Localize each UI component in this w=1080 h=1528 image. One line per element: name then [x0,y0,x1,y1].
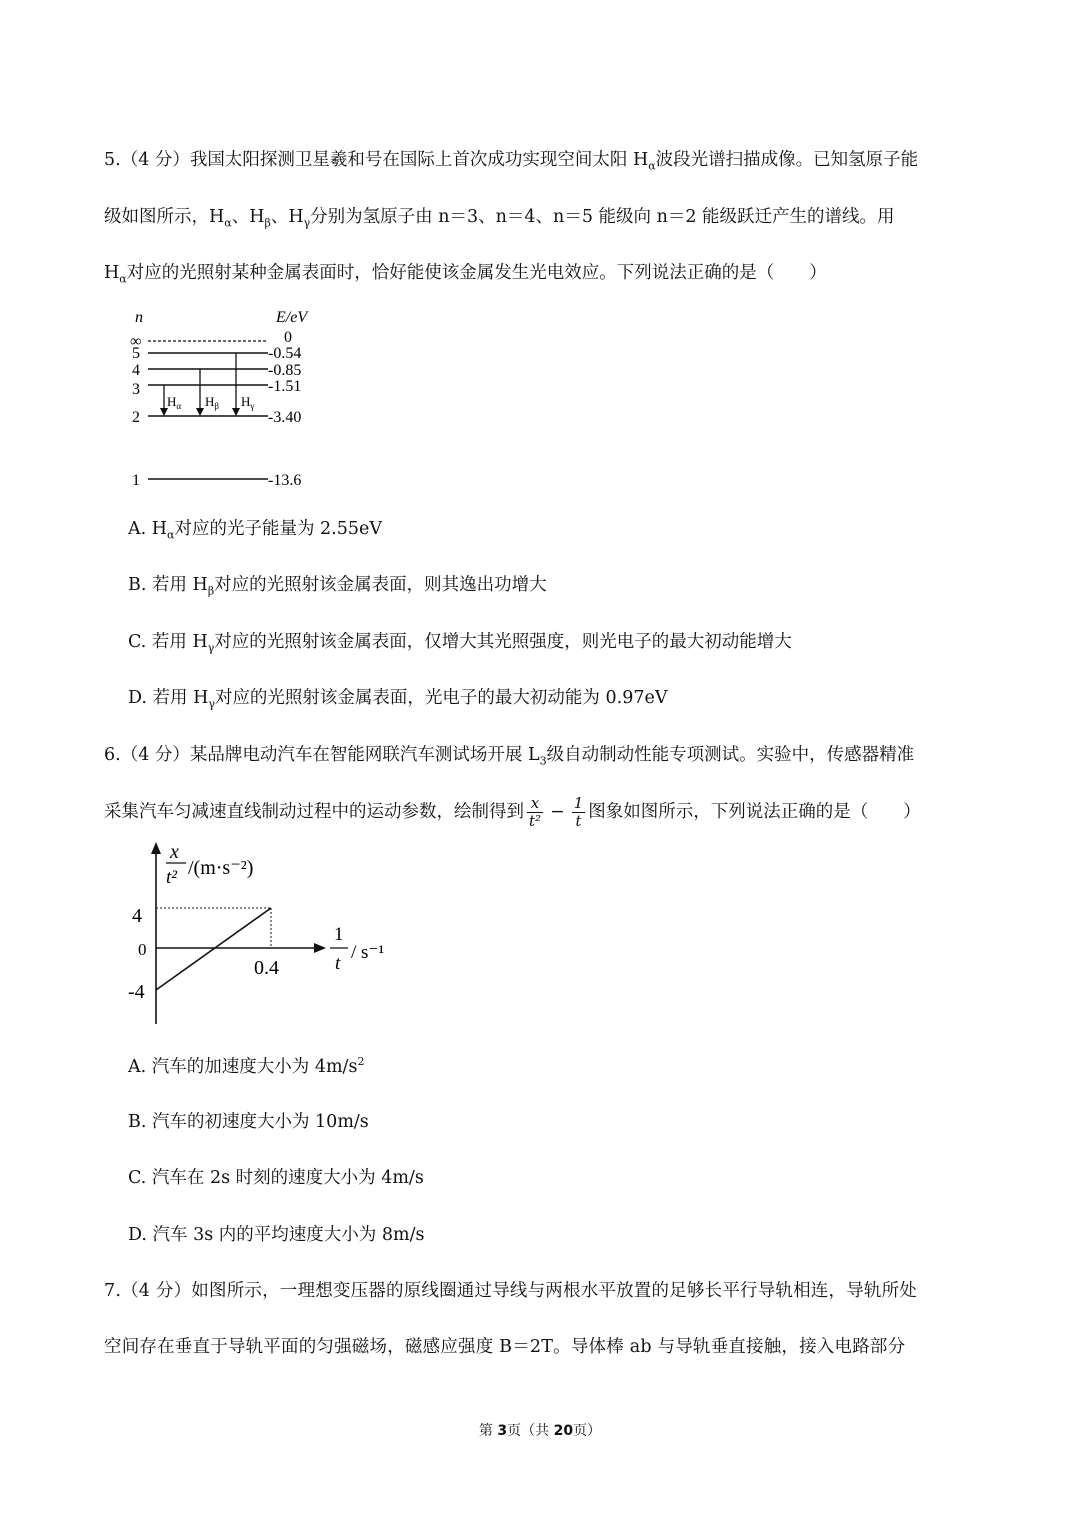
level-n-4: 4 [132,362,140,379]
level-e-2: -3.40 [268,409,302,426]
q7-stem-line-1: 7.（4 分）如图所示，一理想变压器的原线圈通过导线与两根水平放置的足够长平行导轨相连，导轨所处 [104,1281,917,1301]
q6-option-c: C. 汽车在 2s 时刻的速度大小为 4m/s [128,1168,424,1188]
page-footer: 第 3页（共 20页） [478,1423,602,1439]
x-t2-vs-1-t-graph [126,838,388,1030]
x-label-den: t [335,953,341,974]
y-label-unit: /(m·s⁻²) [188,857,254,879]
level-e-inf: 0 [284,329,292,346]
n-axis-label: n [135,309,143,326]
level-e-3: -1.51 [268,378,302,395]
level-e-4: -0.85 [268,362,302,379]
y-axis-arrowhead [151,842,161,854]
q6-stem-line-1: 6.（4 分）某品牌电动汽车在智能网联汽车测试场开展 $L_3$级自动制动性能专项测试。实验中，传感器精准 [104,745,915,768]
q6-stem-line-2: 采集汽车匀减速直线制动过程中的运动参数，绘制得到 $\frac{x}{\text{t²}}$ − $\frac{1}{t}$ 图象如图所示，下列说法正确的是（ ） [104,794,921,830]
arrow-label-gamma: $H_\gamma$ [241,394,255,411]
q5-stem-line-3: $H_\alpha$对应的光照射某种金属表面时，恰好能使该金属发生光电效应。下列说法正确的是（ ） [104,263,827,286]
q6-option-b: B. 汽车的初速度大小为 10m/s [128,1112,369,1132]
q7-stem-line-2: 空间存在垂直于导轨平面的匀强磁场，磁感应强度 B＝2T。导体棒 ab 与导轨垂直接触，接入电路部分 [104,1337,906,1357]
tick-y-4: 4 [132,905,142,927]
level-n-2: 2 [132,409,140,426]
page-number: 3 [497,1423,508,1439]
tick-y-0: 0 [138,940,147,959]
level-n-inf: ∞ [130,333,142,350]
y-label-den: t² [166,867,177,888]
y-label-num: x [170,841,179,863]
q6-option-d: D. 汽车 3s 内的平均速度大小为 8m/s [128,1225,425,1245]
level-e-5: -0.54 [268,345,302,362]
transition-arrow-beta [196,369,204,416]
level-n-1: 1 [132,472,140,489]
tick-x-0.4: 0.4 [254,957,279,979]
fraction-1-over-t: $\frac{1}{t}$ [573,794,584,830]
x-axis-arrowhead [314,943,326,953]
arrow-label-beta: $H_\beta$ [205,394,219,411]
energy-axis-label: E/eV [276,309,308,326]
q5-option-a: A. $H_\alpha$对应的光子能量为 2.55eV [128,519,382,542]
energy-level-diagram [120,298,330,498]
total-pages: 20 [553,1423,574,1439]
q5-option-c: C. 若用 $H_\gamma$对应的光照射该金属表面，仅增大其光照强度，则光电子的最大初动能增大 [128,632,792,655]
q6-option-a: A. 汽车的加速度大小为 $4m/s^2$ [128,1055,365,1077]
level-n-5: 5 [132,345,140,362]
tick-y-neg4: -4 [128,981,145,1003]
level-e-1: -13.6 [268,472,302,489]
x-label-num: 1 [334,924,344,945]
arrow-label-alpha: $H_\alpha$ [167,394,182,411]
q5-option-b: B. 若用 $H_\beta$对应的光照射该金属表面，则其逸出功增大 [128,575,547,598]
fraction-x-over-t2: $\frac{x}{\text{t²}}$ [529,794,542,830]
q5-option-d: D. 若用 $H_\gamma$对应的光照射该金属表面，光电子的最大初动能为 0.97eV [128,688,668,711]
q5-stem-line-2: 级如图所示，$H_\alpha$、$H_\beta$、$H_\gamma$分别为氢原子由 n＝3、n＝4、n＝5 能级向 n＝2 能级跃迁产生的谱线。用 [104,207,895,230]
q5-stem-line-1: 5.（4 分）我国太阳探测卫星羲和号在国际上首次成功实现空间太阳 $H_\alpha$波段光谱扫描成像。已知氢原子能 [104,150,919,173]
x-label-unit: / s⁻¹ [351,942,385,963]
level-n-3: 3 [132,381,140,398]
